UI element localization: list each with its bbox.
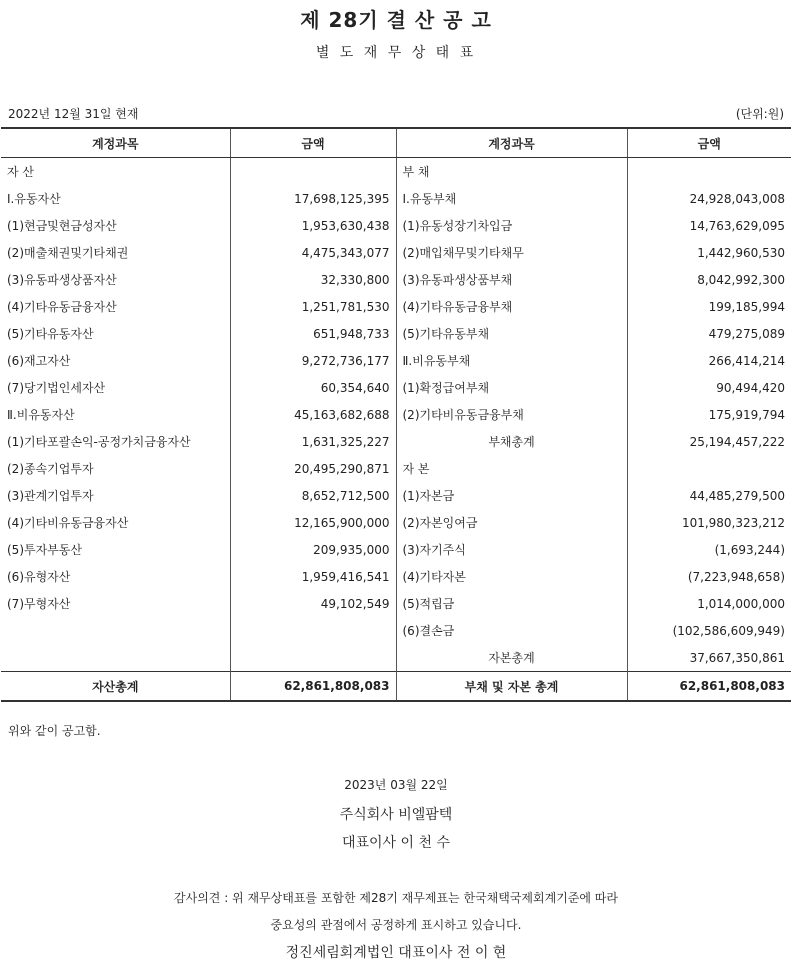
liability-account-cell: (4)기타자본 xyxy=(396,563,627,590)
table-row xyxy=(1,482,791,509)
table-row xyxy=(1,590,791,617)
table-row xyxy=(1,320,791,347)
asset-account-cell: (3)유동파생상품자산 xyxy=(1,266,230,293)
table-row xyxy=(1,401,791,428)
liability-amount-cell: 44,485,279,500 xyxy=(627,482,791,509)
asset-amount-cell xyxy=(230,158,396,186)
table-header-row xyxy=(1,128,791,158)
liability-account-cell: (3)자기주식 xyxy=(396,536,627,563)
table-row xyxy=(1,536,791,563)
liability-account-cell: (1)유동성장기차입금 xyxy=(396,212,627,239)
table-body xyxy=(1,158,791,672)
table-row xyxy=(1,293,791,320)
liability-account-cell: (1)자본금 xyxy=(396,482,627,509)
asset-amount-cell: 1,251,781,530 xyxy=(230,293,396,320)
liability-equity-total-label: 부채 및 자본 총계 xyxy=(396,672,627,702)
liability-account-cell: (1)확정급여부채 xyxy=(396,374,627,401)
asset-amount-cell: 9,272,736,177 xyxy=(230,347,396,374)
asset-account-cell: (2)종속기업투자 xyxy=(1,455,230,482)
liability-account-cell: 자본총계 xyxy=(396,644,627,672)
ceo-name: 대표이사 이 천 수 xyxy=(341,835,451,851)
liability-amount-cell: 14,763,629,095 xyxy=(627,212,791,239)
asset-amount-cell: 209,935,000 xyxy=(230,536,396,563)
table-row xyxy=(1,644,791,672)
asset-account-cell: (4)기타유동금융자산 xyxy=(1,293,230,320)
liability-amount-cell: 479,275,089 xyxy=(627,320,791,347)
liability-account-cell: 부 채 xyxy=(396,158,627,186)
asset-amount-cell: 17,698,125,395 xyxy=(230,185,396,212)
liability-amount-cell: 25,194,457,222 xyxy=(627,428,791,455)
asset-total-label: 자산총계 xyxy=(1,672,230,702)
asset-account-cell: (7)무형자산 xyxy=(1,590,230,617)
table-row xyxy=(1,185,791,212)
liability-amount-cell: 90,494,420 xyxy=(627,374,791,401)
liability-account-cell: 자 본 xyxy=(396,455,627,482)
asset-account-cell: 자 산 xyxy=(1,158,230,186)
asset-amount-cell: 4,475,343,077 xyxy=(230,239,396,266)
audit-opinion-line-1: 감사의견 : 위 재무상태표를 포함한 제28기 재무제표는 한국채택국제회계기준에 따라 xyxy=(174,891,618,905)
asset-account-cell xyxy=(1,644,230,672)
table-row xyxy=(1,239,791,266)
col-header-liability-amount: 금액 xyxy=(627,128,791,158)
asset-amount-cell: 1,631,325,227 xyxy=(230,428,396,455)
liability-amount-cell: 8,042,992,300 xyxy=(627,266,791,293)
company-name: 주식회사 비엘팜텍 xyxy=(339,807,453,823)
table-row xyxy=(1,212,791,239)
notice-title: 제 28기 결 산 공 고 xyxy=(300,8,492,32)
liability-account-cell: (6)결손금 xyxy=(396,617,627,644)
liability-account-cell: (5)기타유동부채 xyxy=(396,320,627,347)
publication-date: 2023년 03월 22일 xyxy=(344,778,448,792)
liability-account-cell: Ⅱ.비유동부채 xyxy=(396,347,627,374)
asset-amount-cell: 1,953,630,438 xyxy=(230,212,396,239)
liability-account-cell: 부채총계 xyxy=(396,428,627,455)
audit-opinion-line-2: 중요성의 관점에서 공정하게 표시하고 있습니다. xyxy=(270,918,522,932)
asset-account-cell: (5)기타유동자산 xyxy=(1,320,230,347)
asset-account-cell: (4)기타비유동금융자산 xyxy=(1,509,230,536)
col-header-liability-account: 계정과목 xyxy=(396,128,627,158)
asset-account-cell: (1)기타포괄손익-공정가치금융자산 xyxy=(1,428,230,455)
liability-account-cell: (2)자본잉여금 xyxy=(396,509,627,536)
asset-account-cell: Ⅱ.비유동자산 xyxy=(1,401,230,428)
table-row xyxy=(1,428,791,455)
table-row xyxy=(1,374,791,401)
asset-total-amount: 62,861,808,083 xyxy=(230,672,396,702)
asset-account-cell: (5)투자부동산 xyxy=(1,536,230,563)
liability-amount-cell: 1,014,000,000 xyxy=(627,590,791,617)
balance-sheet-table xyxy=(1,127,791,702)
asset-amount-cell: 8,652,712,500 xyxy=(230,482,396,509)
liability-amount-cell: 1,442,960,530 xyxy=(627,239,791,266)
liability-amount-cell: (102,586,609,949) xyxy=(627,617,791,644)
liability-amount-cell xyxy=(627,455,791,482)
liability-account-cell: (3)유동파생상품부채 xyxy=(396,266,627,293)
notice-statement: 위와 같이 공고함. xyxy=(8,724,101,738)
liability-amount-cell: 101,980,323,212 xyxy=(627,509,791,536)
liability-account-cell: (2)기타비유동금융부채 xyxy=(396,401,627,428)
asset-amount-cell: 20,495,290,871 xyxy=(230,455,396,482)
asset-account-cell: Ⅰ.유동자산 xyxy=(1,185,230,212)
table-row xyxy=(1,266,791,293)
liability-amount-cell: (7,223,948,658) xyxy=(627,563,791,590)
asset-amount-cell: 1,959,416,541 xyxy=(230,563,396,590)
liability-account-cell: (5)적립금 xyxy=(396,590,627,617)
table-row xyxy=(1,563,791,590)
table-row xyxy=(1,158,791,186)
liability-amount-cell xyxy=(627,158,791,186)
col-header-asset-amount: 금액 xyxy=(230,128,396,158)
asset-account-cell xyxy=(1,617,230,644)
asset-account-cell: (2)매출채권및기타채권 xyxy=(1,239,230,266)
asset-amount-cell: 651,948,733 xyxy=(230,320,396,347)
liability-account-cell: (4)기타유동금융부채 xyxy=(396,293,627,320)
auditor-name: 정진세림회계법인 대표이사 전 이 현 xyxy=(285,945,507,961)
liability-amount-cell: 24,928,043,008 xyxy=(627,185,791,212)
asset-amount-cell: 32,330,800 xyxy=(230,266,396,293)
asset-account-cell: (1)현금및현금성자산 xyxy=(1,212,230,239)
asset-account-cell: (6)재고자산 xyxy=(1,347,230,374)
liability-account-cell: Ⅰ.유동부채 xyxy=(396,185,627,212)
asset-amount-cell: 45,163,682,688 xyxy=(230,401,396,428)
table-row xyxy=(1,347,791,374)
asset-amount-cell: 12,165,900,000 xyxy=(230,509,396,536)
liability-amount-cell: 37,667,350,861 xyxy=(627,644,791,672)
statement-subtitle: 별 도 재 무 상 태 표 xyxy=(315,45,477,61)
table-row xyxy=(1,509,791,536)
table-row xyxy=(1,455,791,482)
liability-amount-cell: 199,185,994 xyxy=(627,293,791,320)
asset-amount-cell xyxy=(230,644,396,672)
liability-equity-total-amount: 62,861,808,083 xyxy=(627,672,791,702)
total-row xyxy=(1,672,791,702)
asset-amount-cell: 60,354,640 xyxy=(230,374,396,401)
asset-amount-cell: 49,102,549 xyxy=(230,590,396,617)
liability-amount-cell: 266,414,214 xyxy=(627,347,791,374)
col-header-asset-account: 계정과목 xyxy=(1,128,230,158)
asset-account-cell: (3)관계기업투자 xyxy=(1,482,230,509)
liability-account-cell: (2)매입채무및기타채무 xyxy=(396,239,627,266)
table-row xyxy=(1,617,791,644)
asset-account-cell: (6)유형자산 xyxy=(1,563,230,590)
asset-account-cell: (7)당기법인세자산 xyxy=(1,374,230,401)
liability-amount-cell: (1,693,244) xyxy=(627,536,791,563)
liability-amount-cell: 175,919,794 xyxy=(627,401,791,428)
asset-amount-cell xyxy=(230,617,396,644)
unit-label: (단위:원) xyxy=(735,107,784,121)
as-of-date: 2022년 12월 31일 현재 xyxy=(8,107,139,121)
